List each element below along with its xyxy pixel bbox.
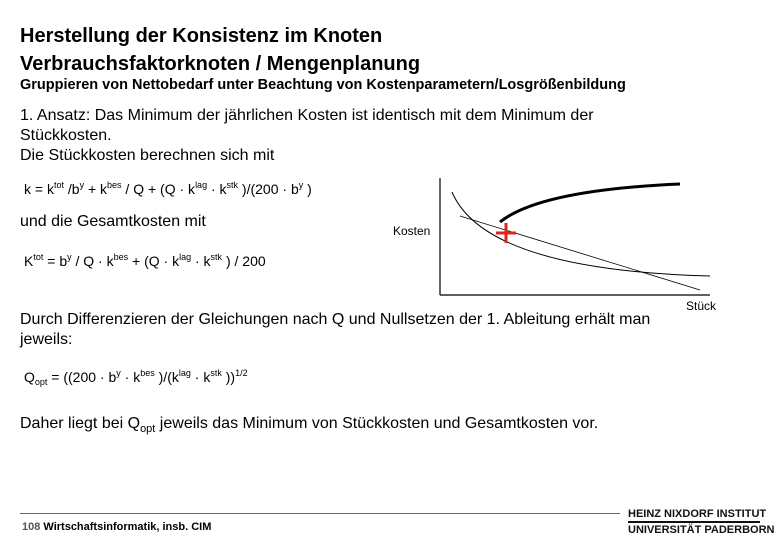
- approach-line-2: Stückkosten.: [20, 127, 112, 144]
- footer-caption: [22, 521, 211, 533]
- slide-title: [20, 22, 420, 78]
- slide-subtitle: Gruppieren von Nettobedarf unter Beachtung von Kostenparametern/Losgrößenbildung: [20, 77, 626, 93]
- differentiation-text: [20, 310, 650, 350]
- variable-cost-line: [460, 216, 700, 290]
- approach-text: [20, 106, 594, 166]
- y-axis-label: Kosten: [393, 224, 431, 238]
- total-cost-formula: $K^{tot} = b^y / Q \cdot k^{bes} + (Q \cdot k^{lag} \cdot k^{stk}$ ) / 200: [24, 252, 266, 269]
- page-number: 108: [22, 521, 41, 533]
- differentiation-line-1: Durch Differenzieren der Gleichungen nach Q und Nullsetzen der 1. Ableitung erhält man: [20, 311, 651, 328]
- approach-line-1: 1. Ansatz: Das Minimum der jährlichen Kosten ist identisch mit dem Minimum der: [20, 107, 594, 124]
- conclusion-text: Daher liegt bei $Q_{opt}$ jeweils das Minimum von Stückkosten und Gesamtkosten vor.: [20, 415, 599, 436]
- institute-logo: HEINZ NIXDORF INSTITUT UNIVERSITÄT PADERBORN: [628, 508, 775, 536]
- minimum-marker: [496, 223, 516, 243]
- title-line-2: Verbrauchsfaktorknoten / Mengenplanung: [20, 53, 421, 75]
- total-cost-curve: [500, 184, 680, 222]
- approach-line-3: Die Stückkosten berechnen sich mit: [20, 147, 275, 164]
- total-cost-intro: und die Gesamtkosten mit: [20, 213, 206, 230]
- fixed-cost-curve: [452, 192, 710, 276]
- title-line-1: Herstellung der Konsistenz im Knoten: [20, 25, 383, 47]
- unit-cost-formula: $k = k^{tot}$ $/b^y + k^{bes} / Q + (Q \cdot k^{lag} \cdot k^{stk}$ )$/(200 \cdot b^y$ ): [24, 180, 312, 197]
- cost-diagram: [380, 170, 730, 315]
- differentiation-line-2: jeweils:: [20, 331, 73, 348]
- footer-divider: [20, 513, 620, 514]
- x-axis-label: Stück: [686, 299, 717, 313]
- course-name: Wirtschaftsinformatik, insb. CIM: [40, 521, 212, 533]
- q-opt-formula: $Q_{opt} = ((200 \cdot b^y \cdot k^{bes}$ )$/(k^{lag} \cdot k^{stk}$ ))$^{1/2}$: [24, 368, 248, 387]
